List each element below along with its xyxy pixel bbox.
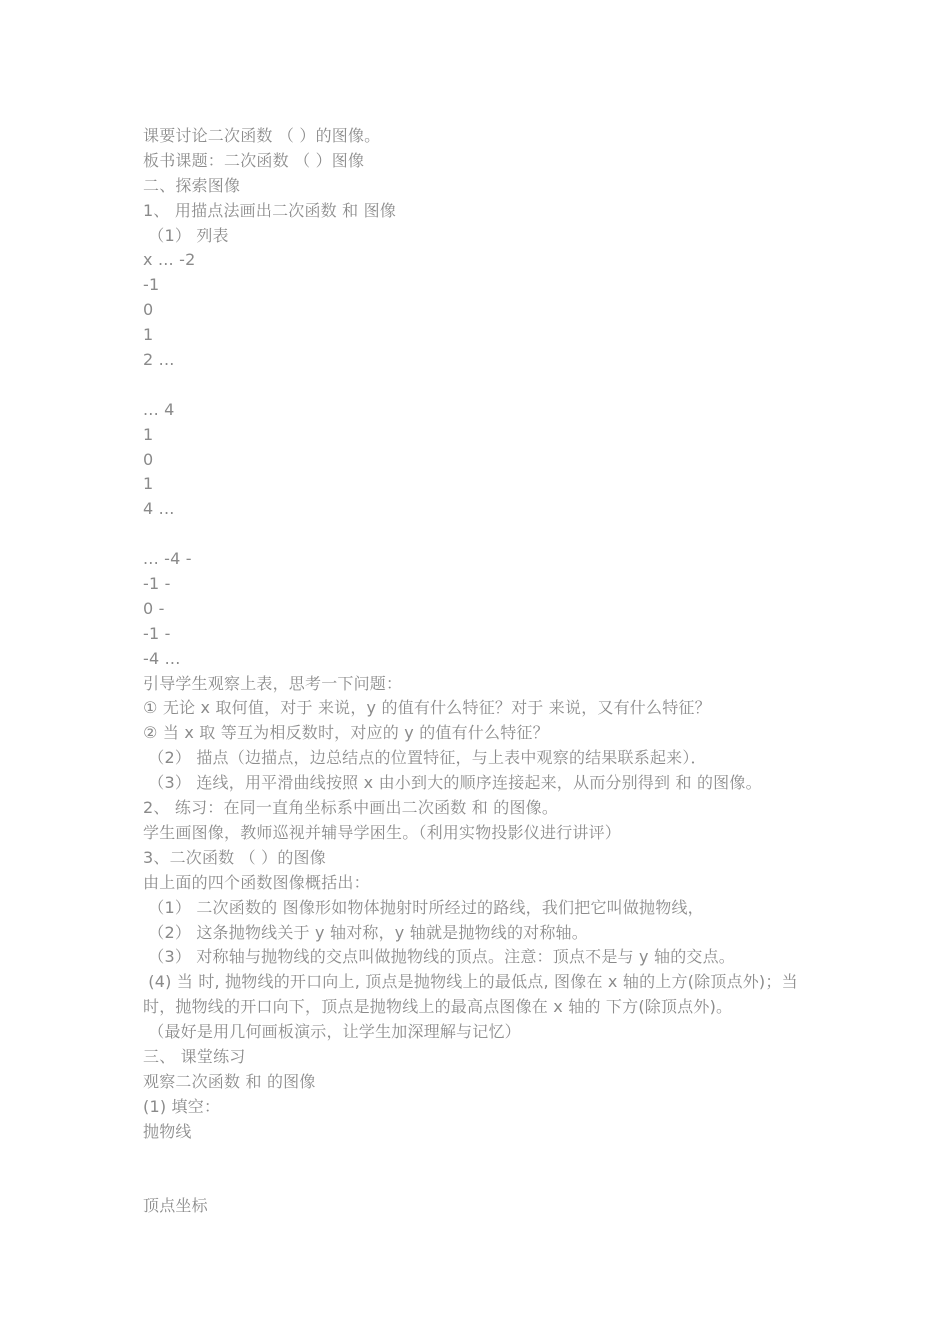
table-cell: ... 4 (143, 399, 175, 419)
text-line: 观察二次函数 和 的图像 (143, 1071, 316, 1091)
blank-line (143, 522, 823, 547)
document-body (143, 124, 823, 1219)
text-line: (1) 填空： (143, 1096, 221, 1116)
table-cell: 0 (143, 300, 154, 320)
table-cell: -1 (143, 275, 160, 295)
text-line: （1） 列表 (143, 225, 229, 245)
text-line: 由上面的四个函数图像概括出： (143, 872, 370, 892)
text-line: 3、二次函数 （ ）的图像 (143, 847, 326, 867)
text-line: （2） 描点（边描点，边总结点的位置特征，与上表中观察的结果联系起来）． (143, 748, 707, 768)
text-line: （2） 这条抛物线关于 y 轴对称，y 轴就是抛物线的对称轴。 (143, 922, 588, 942)
text-line: 板书课题：二次函数 （ ）图像 (143, 150, 365, 170)
table-cell: 1 (143, 325, 154, 345)
table-cell: -1 - (143, 574, 171, 594)
text-line: 1、 用描点法画出二次函数 和 图像 (143, 200, 397, 220)
text-line: ① 无论 x 取何值，对于 来说，y 的值有什么特征？对于 来说，又有什么特征？ (143, 698, 711, 718)
text-line: （3） 连线，用平滑曲线按照 x 由小到大的顺序连接起来，从而分别得到 和 的图像。 (143, 773, 762, 793)
blank-line (143, 373, 823, 398)
table-cell: x ... -2 (143, 250, 196, 270)
table-cell: -1 - (143, 623, 171, 643)
text-line: （最好是用几何画板演示，让学生加深理解与记忆） (143, 1022, 521, 1042)
section-heading: 三、 课堂练习 (143, 1046, 246, 1066)
text-line: 引导学生观察上表，思考一下问题： (143, 673, 403, 693)
table-cell: 1 (143, 424, 154, 444)
text-line: 顶点坐标 (143, 1196, 208, 1216)
table-cell: 4 ... (143, 499, 175, 519)
text-line: 学生画图像，教师巡视并辅导学困生。（利用实物投影仪进行讲评） (143, 822, 622, 842)
table-cell: ... -4 - (143, 549, 192, 569)
text-line: （1） 二次函数的 图像形如物体抛射时所经过的路线，我们把它叫做抛物线， (143, 897, 704, 917)
table-cell: -4 ... (143, 648, 181, 668)
table-cell: 1 (143, 474, 154, 494)
table-cell: 2 ... (143, 350, 175, 370)
table-cell: 0 (143, 449, 154, 469)
section-heading: 二、探索图像 (143, 175, 241, 195)
blank-line (143, 1169, 823, 1194)
blank-line (143, 1145, 823, 1170)
text-line: 抛物线 (143, 1121, 192, 1141)
text-line: （3） 对称轴与抛物线的交点叫做抛物线的顶点。注意：顶点不是与 y 轴的交点。 (143, 947, 735, 967)
text-line: (4) 当 时, 抛物线的开口向上, 顶点是抛物线上的最低点, 图像在 x 轴的上方(除顶点外)；当 (143, 972, 798, 992)
text-line: 课要讨论二次函数 （ ）的图像。 (143, 126, 381, 145)
text-line: 2、 练习：在同一直角坐标系中画出二次函数 和 的图像。 (143, 798, 559, 818)
text-line: 时，抛物线的开口向下，顶点是抛物线上的最高点图像在 x 轴的 下方(除顶点外)。 (143, 997, 733, 1017)
text-line: ② 当 x 取 等互为相反数时，对应的 y 的值有什么特征？ (143, 723, 549, 743)
table-cell: 0 - (143, 598, 165, 618)
